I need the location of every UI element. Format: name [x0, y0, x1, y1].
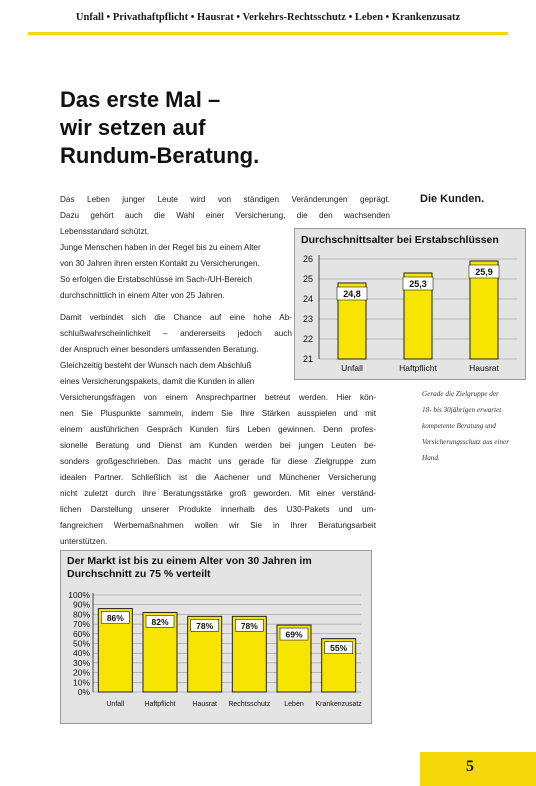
- para2-line-8: einem ausführlichen Gespräch Kunden fürs Leben gewinnen. Denn profes-: [60, 425, 376, 434]
- market-chart-category-label: Unfall: [106, 701, 125, 708]
- para2-line-7: nen Sie Pluspunkte sammeln, indem Sie Ihre Stärken ausspielen und mit: [60, 409, 376, 418]
- age-chart-category-label: Hausrat: [469, 363, 499, 373]
- intro-line-3: Lebensstandard schützt.: [60, 227, 150, 236]
- header-category-3: Verkehrs-Rechtsschutz: [242, 12, 346, 23]
- age-chart-y-tick: 26: [302, 254, 313, 264]
- intro-line-6: So erfolgen die Erstabschlüsse im Sach-/UH-Bereich: [60, 275, 253, 284]
- page-number: 5: [466, 758, 474, 775]
- age-chart-y-tick: 25: [302, 274, 313, 284]
- age-chart-value-label: 25,9: [475, 267, 493, 277]
- para2-line-9: sionelle Beratung und Dienst am Kunden werden bei jungen Leuten be-: [60, 441, 376, 450]
- market-chart-y-tick: 70%: [72, 619, 90, 630]
- para2-line-14: fangreichen Werbemaßnahmen wollen wir Sie in Ihrer Beratungsarbeit: [60, 521, 376, 530]
- page-number-box: [420, 752, 536, 786]
- market-chart-y-tick: 0%: [77, 687, 90, 697]
- headline-line-1: Das erste Mal –: [60, 87, 221, 112]
- market-chart-value-label: 55%: [330, 643, 348, 654]
- market-chart: [60, 550, 372, 724]
- caption-line-1: Gerade die Zielgruppe der: [422, 390, 499, 398]
- para2-line-3: der Anspruch einer besonders umfassenden Beratung.: [60, 345, 259, 354]
- age-chart-category-label: Haftpflicht: [399, 363, 437, 373]
- second-paragraph-narrow: [60, 310, 292, 390]
- header-category-5: Krankenzusatz: [391, 12, 461, 23]
- age-chart-y-tick: 21: [302, 354, 313, 364]
- header-category-1: Privathaftpflicht: [112, 12, 189, 23]
- intro-line-7: durchschnittlich in einem Alter von 25 Jahren.: [60, 291, 225, 300]
- sidebar-caption: [422, 386, 522, 466]
- age-chart-title: Durchschnittsalter bei Erstabschlüssen: [301, 234, 499, 246]
- header-category-2: Hausrat: [197, 12, 234, 23]
- market-chart-value-label: 78%: [240, 620, 258, 631]
- page-headline: [60, 86, 360, 170]
- para2-line-1: Damit verbindet sich die Chance auf eine hohe Ab-: [60, 313, 292, 322]
- caption-line-4: Versicherungsschutz aus einer: [422, 438, 510, 446]
- market-chart-value-label: 69%: [285, 629, 303, 640]
- caption-line-5: Hand.: [422, 454, 440, 462]
- second-paragraph-wide: [60, 390, 376, 550]
- market-chart-category-label: Hausrat: [192, 701, 217, 708]
- intro-line-4: Junge Menschen haben in der Regel bis zu einem Alter: [60, 243, 261, 252]
- para2-line-4: Gleichzeitig besteht der Wunsch nach dem Abschluß: [60, 361, 252, 370]
- market-chart-title-line-1: Der Markt ist bis zu einem Alter von 30 Jahren im: [67, 555, 312, 567]
- market-chart-y-tick: 10%: [72, 677, 90, 688]
- age-chart-value-label: 25,3: [409, 279, 427, 289]
- para2-line-2: schlußwahrscheinlichkeit – andererseits jedoch auch: [60, 329, 292, 338]
- market-chart-category-label: Haftpflicht: [144, 701, 176, 708]
- market-chart-category-label: Rechtsschutz: [228, 701, 271, 708]
- market-chart-y-tick: 90%: [72, 599, 90, 610]
- headline-line-2: wir setzen auf: [60, 115, 206, 140]
- market-chart-y-tick: 40%: [72, 648, 90, 659]
- para2-line-5: eines Versicherungspakets, damit die Kunden in allen: [60, 377, 255, 386]
- header-separator: •: [188, 12, 198, 23]
- intro-line-2: Dazu gehört auch die Wahl einer Versicherung, die den wachsenden: [60, 211, 390, 220]
- market-chart-svg: [61, 551, 371, 723]
- para2-line-13: lichen Darstellung unserer Produkte innerhalb des U30-Pakets und um-: [60, 505, 376, 514]
- market-chart-value-label: 86%: [106, 613, 124, 624]
- market-chart-y-tick: 20%: [72, 667, 90, 678]
- para2-line-15: unterstützen.: [60, 537, 108, 546]
- age-chart-y-tick: 24: [302, 294, 313, 304]
- age-chart: [294, 228, 526, 380]
- market-chart-category-label: Krankenzusatz: [315, 701, 362, 708]
- para2-line-10: sonders großgeschrieben. Das macht uns gerade für diese Zielgruppe zum: [60, 457, 376, 466]
- para2-line-11: idealen Partner. Schließlich ist die Aachener und Münchener Versicherung: [60, 473, 376, 482]
- market-chart-y-tick: 80%: [72, 609, 90, 620]
- header-separator: •: [103, 12, 113, 23]
- market-chart-category-label: Leben: [284, 701, 304, 708]
- age-chart-y-tick: 22: [302, 334, 313, 344]
- market-chart-y-tick: 50%: [72, 638, 90, 649]
- age-chart-value-label: 24,8: [343, 289, 361, 299]
- market-chart-y-tick: 100%: [68, 590, 90, 600]
- intro-line-1: Das Leben junger Leute wird von ständigen Veränderungen geprägt.: [60, 195, 390, 204]
- header-separator: •: [382, 12, 392, 23]
- market-chart-value-label: 82%: [151, 616, 169, 627]
- headline-line-3: Rundum-Beratung.: [60, 143, 260, 168]
- sidebar-title: Die Kunden.: [420, 193, 485, 205]
- age-chart-svg: [295, 229, 525, 379]
- header-separator: •: [345, 12, 355, 23]
- header-category-0: Unfall: [75, 12, 104, 23]
- header-rule: [28, 32, 508, 35]
- para2-line-6: Versicherungsfragen von einem Ansprechpartner betreut werden. Hier kön-: [60, 393, 376, 402]
- caption-line-2: 18- bis 30jährigen erwartet: [422, 406, 502, 414]
- age-chart-y-tick: 23: [302, 314, 313, 324]
- age-chart-category-label: Unfall: [341, 363, 363, 373]
- intro-paragraph-narrow: [60, 240, 292, 304]
- market-chart-y-tick: 60%: [72, 628, 90, 639]
- header-separator: •: [233, 12, 243, 23]
- caption-line-3: kompetente Beratung und: [422, 422, 496, 430]
- market-chart-value-label: 78%: [196, 620, 214, 631]
- header-category-4: Leben: [354, 12, 383, 23]
- header-category-bar: [0, 12, 536, 23]
- market-chart-y-tick: 30%: [72, 657, 90, 668]
- market-chart-title-line-2: Durchschnitt zu 75 % verteilt: [67, 568, 211, 580]
- intro-line-5: von 30 Jahren ihren ersten Kontakt zu Versicherungen.: [60, 259, 260, 268]
- para2-line-12: nicht zuletzt durch ihre Beratungsstärke groß geworden. Mit einer verständ-: [60, 489, 376, 498]
